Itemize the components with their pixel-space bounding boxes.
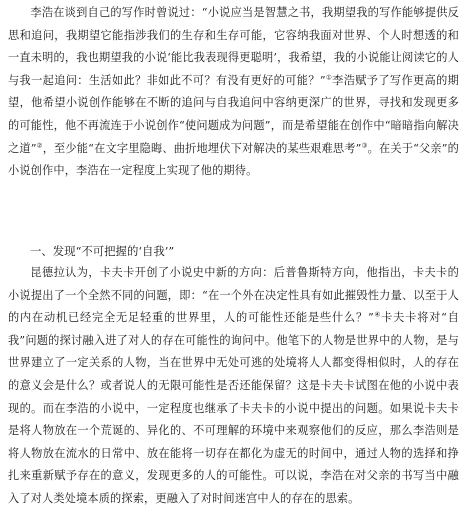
footnote-marker[interactable]: ④	[373, 310, 382, 319]
intro-paragraph	[8, 2, 459, 183]
paragraph-text: ，至少能“在文字里隐晦、曲折地埋伏下对解决的某些艰难思考”	[42, 141, 362, 155]
paragraph-text: 李浩赋予了写作更高的期望，他希望小说创作能够在不断的追问与自我追问中容纳更深广的世界，寻找和发现更多的可能性，他不再流连于小说创作“使问题成为问题”，而是希望能在创作中“暗暗指向解决之道”	[8, 73, 460, 155]
section-heading: 一、发现“不可把握的‘自我’”	[30, 244, 175, 258]
paragraph-text: 卡夫卡将对“自我”问题的探讨融入进了对人的存在可能性的询问中。他笔下的人物是世界中的人物，是与世界建立了一定关系的人物，当在世界中无处可逃的处境将人人都变得相似时，人的存在的意义会是什么？或者说人的无限可能性是否还能保留？这是卡夫卡试图在他的小说中表现的。而在李浩的小说中，一定程度也继承了卡夫卡的小说中提出的问题。如果说卡夫卡是将人物放在一个荒诞的、异化的、不可理解的环境中来观察他们的反应，那么李浩则是将人物放在流水的日常中、放在能将一切存在都化为虚无的时间中，通过人物的选择和挣扎来重新赋予存在的意义，发现更多的人的可能性。可以说，李浩在对父亲的书写当中融入了对人类处境本质的探索，更融入了对时间迷宫中人的存在的思索。	[8, 311, 460, 505]
body-paragraph	[8, 262, 459, 511]
paragraph-text: 李浩在谈到自己的写作时曾说过：“小说应当是智慧之书，我期望我的写作能够提供反思和追问，我期望它能指涉我们的生存和生存可能，它容纳我面对世界、个人时想透的和一直未明的，我也期望我的小说‘能比我表现得更聪明’，我希望，我的小说能让阅读它的人与我一起追问：生活如此？非如此不可？有没有更好的可能？”	[8, 6, 459, 87]
paragraph-text: 昆德拉认为，卡夫卡开创了小说史中新的方向：后普鲁斯特方向，他指出，卡夫卡的小说提出了一个全然不同的问题，即：“在一个外在决定性具有如此摧毁性力量、以至于人的内在动机已经完全无足轻重的世界里，人的可能性还能是些什么？”	[8, 266, 459, 325]
footnote-marker[interactable]: ①	[325, 73, 333, 82]
paragraph-text: 。在关于“父亲”的小说创作中，李浩在一定程度上实现了他的期待。	[8, 141, 460, 178]
footnote-marker[interactable]: ②	[36, 140, 43, 149]
footnote-marker[interactable]: ③	[361, 140, 368, 149]
